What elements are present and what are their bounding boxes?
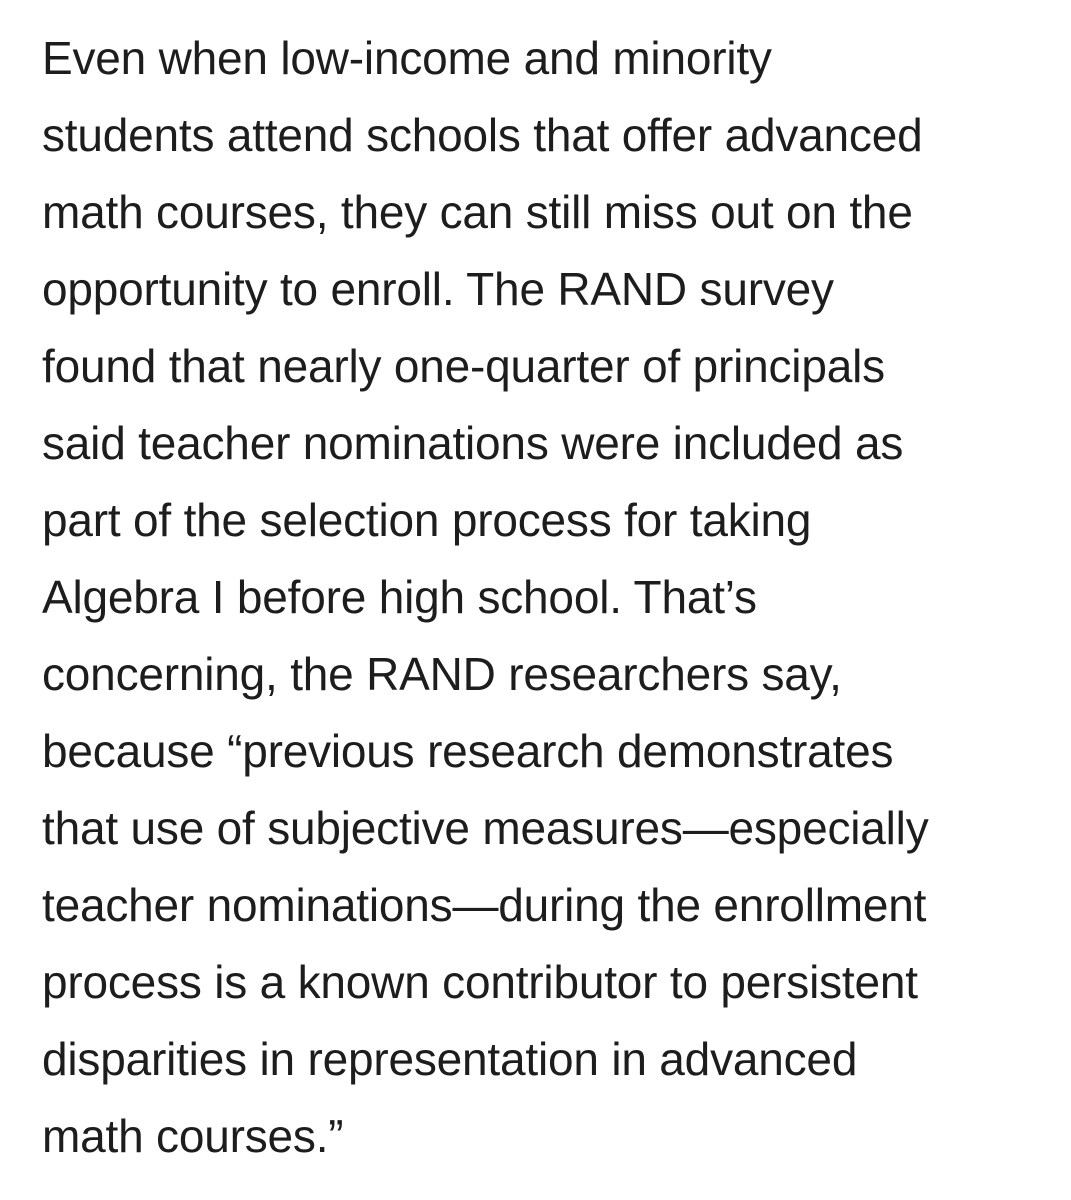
paragraph-line-5: found that nearly one-quarter of principals xyxy=(42,340,885,392)
paragraph-line-10: because “previous research demonstrates xyxy=(42,725,894,777)
paragraph-line-9: concerning, the RAND researchers say, xyxy=(42,648,842,700)
paragraph-line-3: math courses, they can still miss out on the xyxy=(42,186,913,238)
paragraph-line-1: Even when low-income and minority xyxy=(42,32,772,84)
paragraph-line-7: part of the selection process for taking xyxy=(42,494,812,546)
paragraph-line-11: that use of subjective measures—especially xyxy=(42,802,929,854)
paragraph-line-13: process is a known contributor to persistent xyxy=(42,956,918,1008)
paragraph-line-6: said teacher nominations were included as xyxy=(42,417,904,469)
paragraph-line-14: disparities in representation in advanced xyxy=(42,1033,858,1085)
paragraph-line-4: opportunity to enroll. The RAND survey xyxy=(42,263,834,315)
paragraph-line-15: math courses.” xyxy=(42,1110,344,1162)
paragraph-line-8: Algebra I before high school. That’s xyxy=(42,571,757,623)
paragraph-line-2: students attend schools that offer advanced xyxy=(42,109,923,161)
paragraph-line-12: teacher nominations—during the enrollment xyxy=(42,879,927,931)
